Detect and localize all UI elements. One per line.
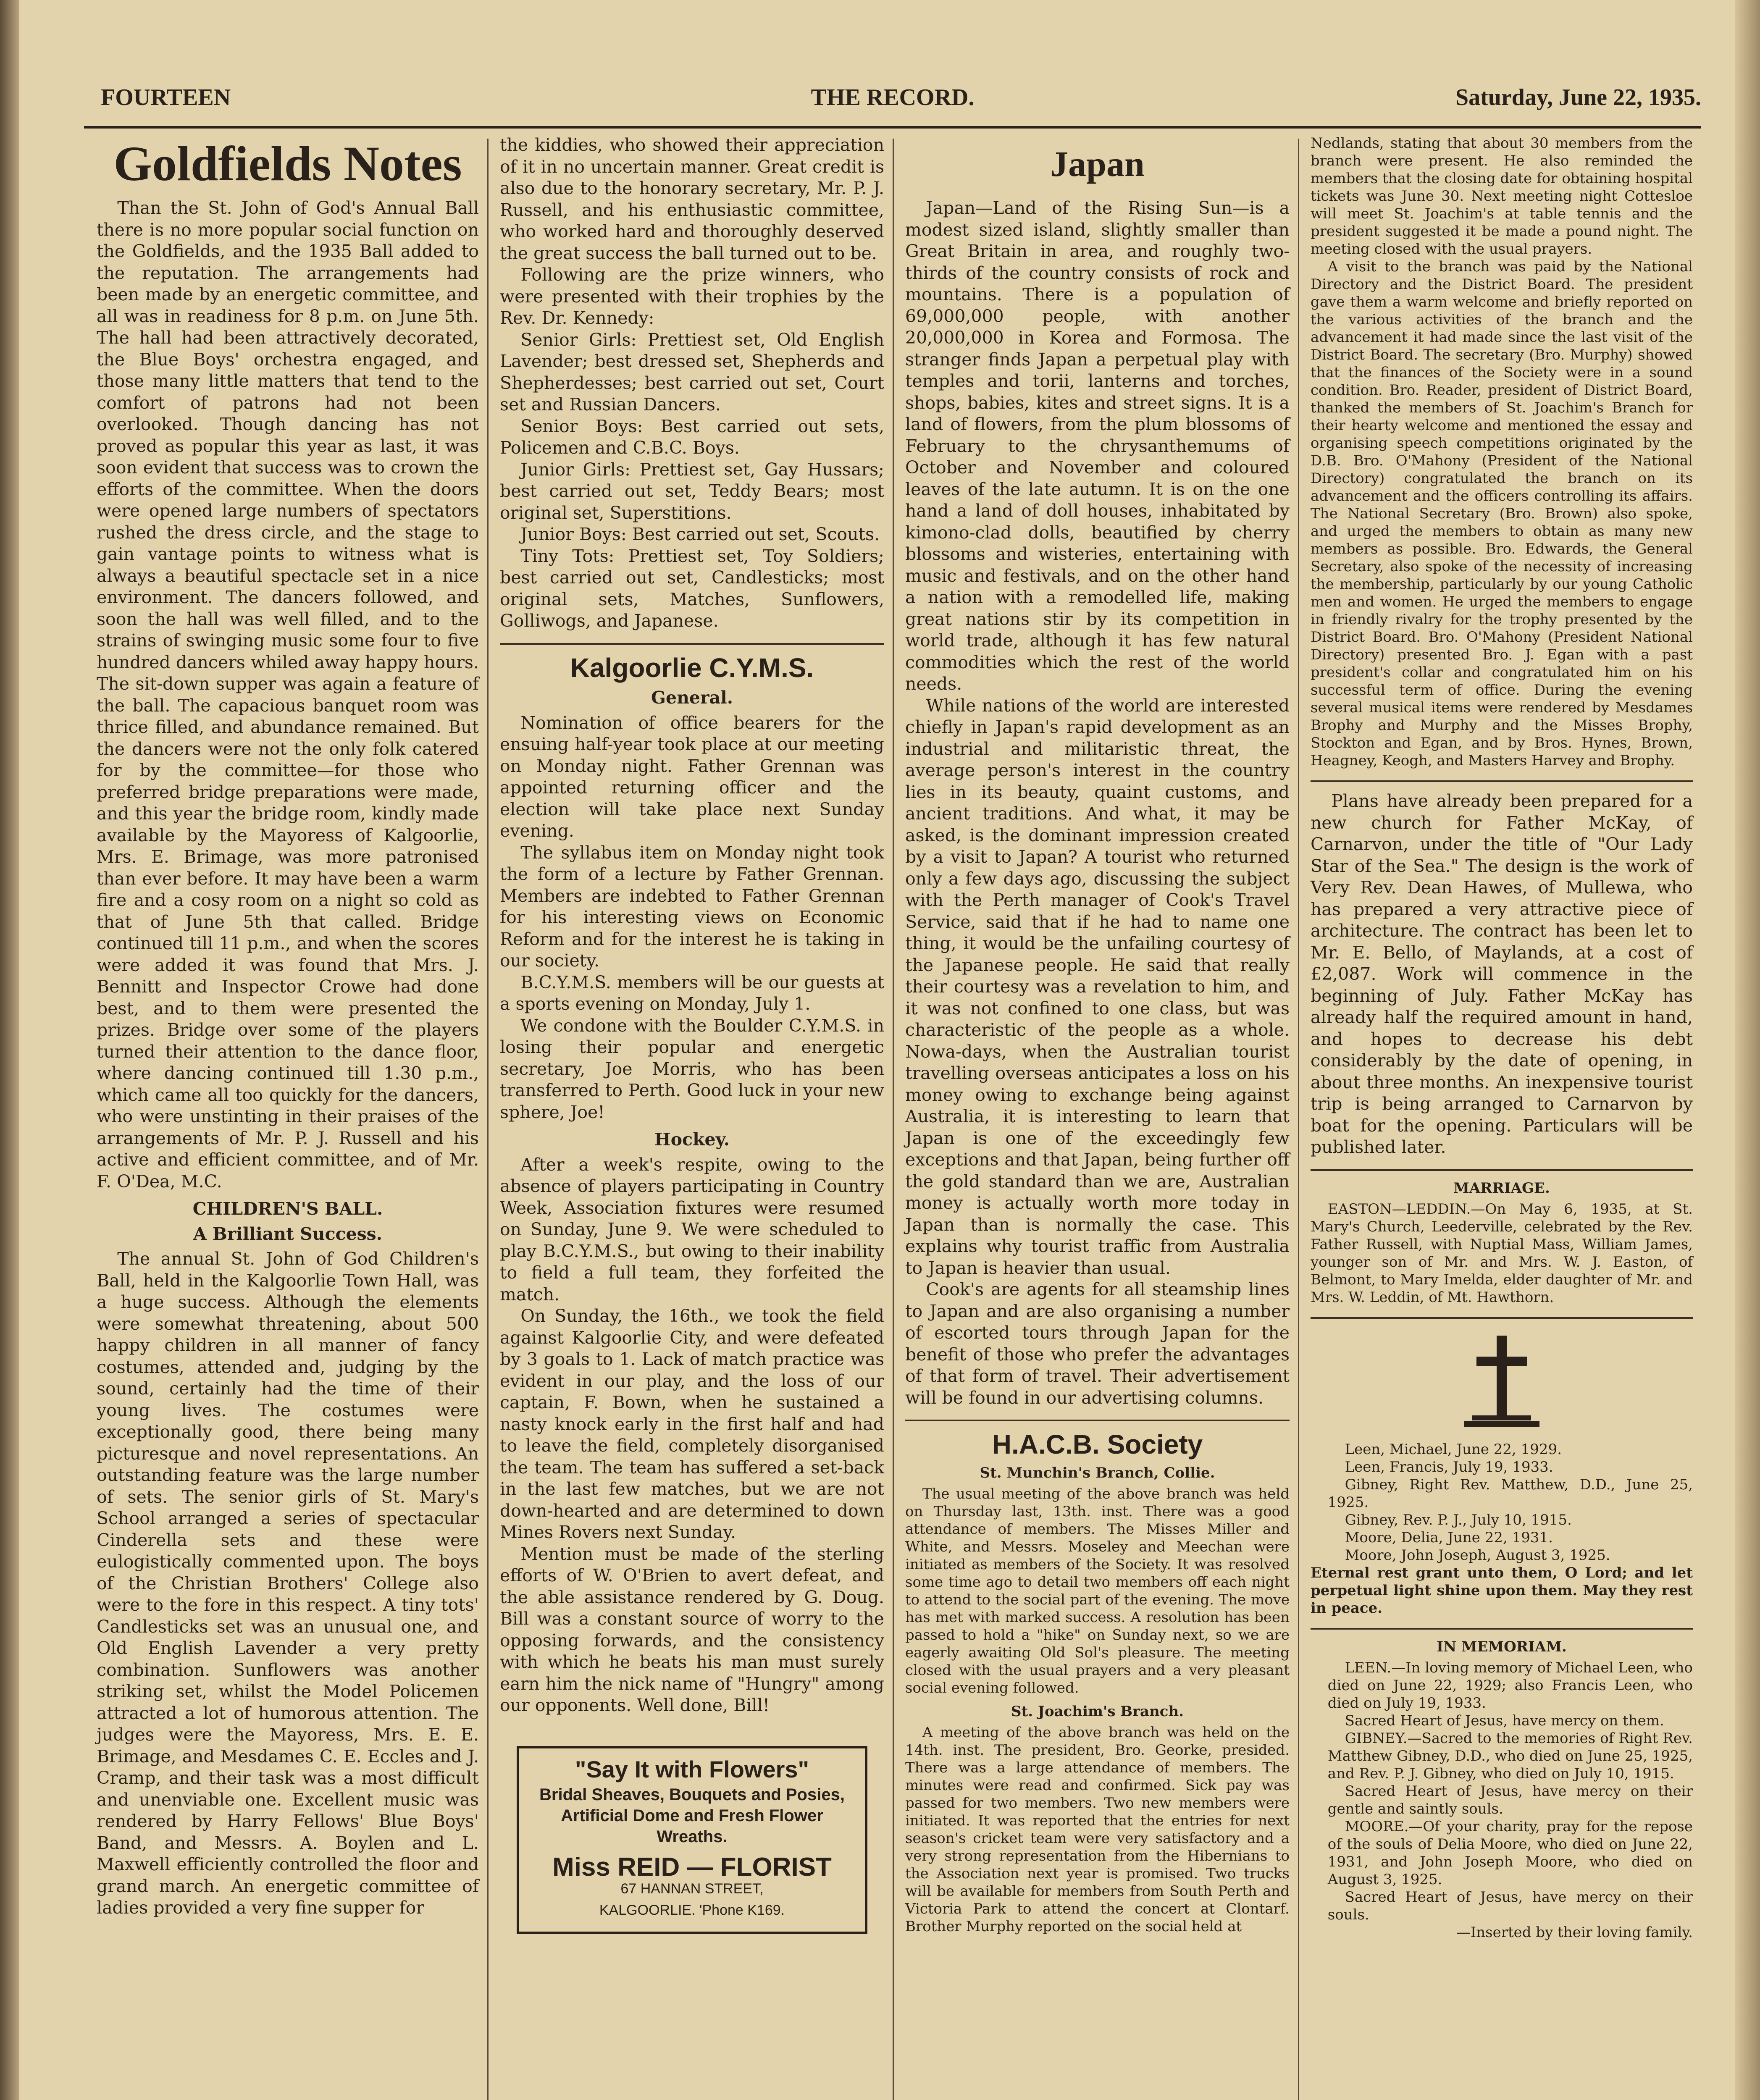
article-paragraph: the kiddies, who showed their appreciation of it in no uncertain manner. Great credit is also due to the honorary secretary, Mr. P. J. Russell, and his enthusiastic committee, who worked hard and thoroughly deserved the great success the ball turned out to be. — [500, 135, 884, 263]
memoriam-heading: IN MEMORIAM. — [1437, 1638, 1567, 1655]
masthead-rule — [84, 126, 1701, 129]
marriage-heading: MARRIAGE. — [1453, 1179, 1550, 1197]
cross-icon — [1460, 1331, 1544, 1432]
memoriam-entry: GIBNEY.—Sacred to the memories of Right Rev. Matthew Gibney, D.D., who died on June 25, 1925, and Rev. P. J. Gibney, who died on July 10, 1915. — [1327, 1730, 1693, 1782]
article-paragraph: While nations of the world are interested chiefly in Japan's rapid development as an industrial and militaristic threat, the average person's interest in the country lies in its beauty, quaint customs, and ancient traditions. And what, it may be asked, is the dominant impression created by a visit to Japan? A tourist who returned only a few days ago, discussing the subject with the Perth manager of Cook's Travel Service, said that if he had to name one thing, it would be the unfailing courtesy of the Japanese people. He said that really their courtesy was a revelation to him, and it was not confined to one class, but was characteristic of the people as a whole. Nowa-days, when the Australian tourist travelling overseas anticipates a loss on his money owing to exchange being against Australia, it is interesting to learn that Japan is one of the exceedingly few exceptions and that Japan, being further off the gold standard than we are, Australian money is actually worth more today in Japan than is normally the case. This explains why tourist traffic from Australia to Japan is heavier than usual. — [905, 695, 1290, 1278]
prize-item: Junior Girls: Prettiest set, Gay Hussars; best carried out set, Teddy Bears; most original set, Superstitions. — [500, 459, 884, 523]
article-paragraph: A visit to the branch was paid by the National Directory and the District Board. The president gave them a warm welcome and briefly reported on the various activities of the branch and the advancement it had made since the last visit of the District Board. The secretary (Bro. Murphy) showed that the finances of the Society were in a sound condition. Bro. Reader, president of District Board, thanked the members of St. Joachim's Branch for their hearty welcome and mentioned the essay and organising speech competitions originated by the D.B. Bro. O'Mahony (President of the National Directory) congratulated the branch on its advancement and the officers controlling its affairs. The National Secretary (Bro. Brown) also spoke, and urged the members to obtain as many new members as possible. Bro. Edwards, the General Secretary, also spoke of the necessity of increasing the membership, particularly by our young Catholic men and women. He urged the members to engage in friendly rivalry for the trophy presented by the District Board. Bro. O'Mahony (President National Directory) presented Bro. J. Egan with a past president's collar and congratulated him on his successful term of office. During the evening several musical items were rendered by Mesdames Brophy and Murphy and the Misses Brophy, Stockton and Egan, and by Bros. Hynes, Brown, Heagney, Keogh, and Masters Harvey and Brophy. — [1311, 258, 1693, 769]
death-entry: Moore, John Joseph, August 3, 1925. — [1345, 1546, 1610, 1564]
issue-date: Saturday, June 22, 1935. — [1455, 84, 1701, 110]
article-paragraph: On Sunday, the 16th., we took the field against Kalgoorlie City, and were defeated by 3 goals to 1. Lack of match practice was evident in our play, and the loss of our captain, F. Bown, when he sustained a nasty knock early in the first half and had to leave the field, completely disorganised the team. The team has suffered a set-back in the last few matches, but we are not down-hearted and are determined to down Mines Rovers next Sunday. — [500, 1306, 884, 1542]
page-number: FOURTEEN — [101, 84, 231, 110]
advert-products: Bridal Sheaves, Bouquets and Posies, Artificial Dome and Fresh Flower Wreaths. — [539, 1785, 845, 1846]
death-entry: Gibney, Right Rev. Matthew, D.D., June 25, 1925. — [1327, 1476, 1693, 1511]
general-heading: General. — [651, 688, 733, 708]
article-paragraph: A meeting of the above branch was held on the 14th. inst. The president, Bro. Georke, presided. There was a large attendance of members. The minutes were read and confirmed. Sick pay was passed for two members. Two new members were initiated. It was reported that the entries for next season's cricket team were very satisfactory and a very strong representation from the Hibernians to the Association next year is promised. Two trucks will be available for members from South Perth and Victoria Park to attend the concert at Clontarf. Brother Murphy reported on the social held at — [905, 1724, 1290, 1935]
prize-item: Tiny Tots: Prettiest set, Toy Soldiers; best carried out set, Candlesticks; most original sets, Matches, Sunflowers, Golliwogs, and Japanese. — [500, 546, 884, 631]
cyms-title: Kalgoorlie C.Y.M.S. — [570, 652, 814, 683]
column-4 — [1311, 134, 1693, 1941]
masthead — [84, 76, 1701, 122]
marriage-notice: EASTON—LEDDIN.—On May 6, 1935, at St. Mary's Church, Leederville, celebrated by the Rev. Father Russell, with Nuptial Mass, William James, younger son of Mr. and Mrs. W. J. Easton, of Belmont, to Mary Imelda, elder daughter of Mr. and Mrs. W. Leddin, of Mt. Hawthorn. — [1311, 1200, 1693, 1306]
column-rule — [487, 139, 489, 2100]
death-entry: Leen, Michael, June 22, 1929. — [1345, 1441, 1562, 1458]
memoriam-entry: —Inserted by their loving family. — [1456, 1924, 1693, 1941]
article-paragraph: The syllabus item on Monday night took the form of a lecture by Father Grennan. Members are indebted to Father Grennan for his interesting views on Economic Reform and for the interest he is taking in our society. — [500, 842, 884, 971]
joachim-heading: St. Joachim's Branch. — [1011, 1703, 1184, 1720]
article-paragraph: Cook's are agents for all steamship lines to Japan and are also organising a number of escorted tours through Japan for the benefit of those who prefer the advantages of that form of travel. Their advertisement will be found in our advertising columns. — [905, 1279, 1290, 1408]
article-paragraph: B.C.Y.M.S. members will be our guests at a sports evening on Monday, July 1. — [500, 972, 884, 1014]
article-paragraph: The annual St. John of God Children's Ball, held in the Kalgoorlie Town Hall, was a huge success. Although the elements were somewhat threatening, about 500 happy children in all manner of fancy costumes, attended and, judging by the sound, certainly had the time of their young lives. The costumes were exceptionally good, there being many picturesque and novel representations. An outstanding feature was the large number of sets. The senior girls of St. Mary's School arranged a series of spectacular Cinderella sets and these were eulogistically commented upon. The boys of the Christian Brothers' College also were to the fore in this respect. A tiny tots' Candlesticks set was an unusual one, and Old English Lavender a very pretty combination. Sunflowers was another striking set, whilst the Model Policemen attracted a lot of humorous attention. The judges were the Mayoress, Mrs. E. E. Brimage, and Mesdames C. E. Eccles and J. Cramp, and their task was a most difficult and unenviable one. Excellent music was rendered by Harry Fellows' Blue Boys' Band, and Messrs. A. Boylen and L. Maxwell efficiently controlled the floor and grand march. An energetic committee of ladies provided a very fine supper for — [97, 1249, 479, 1918]
section-separator — [1311, 1317, 1693, 1319]
death-entry: Gibney, Rev. P. J., July 10, 1915. — [1345, 1511, 1572, 1528]
paper-title: THE RECORD. — [811, 84, 975, 110]
column-rule — [1298, 139, 1299, 2100]
goldfields-notes-title: Goldfields Notes — [113, 136, 462, 191]
advert-slogan: "Say It with Flowers" — [575, 1756, 809, 1782]
florist-advertisement — [517, 1746, 867, 1934]
article-paragraph: After a week's respite, owing to the absence of players participating in Country Week, Association fixtures were resumed on Sunday, June 9. We were scheduled to play B.C.Y.M.S., but owing to their inability to field a full team, they forfeited the match. — [500, 1154, 884, 1305]
death-entry: Leen, Francis, July 19, 1933. — [1345, 1458, 1553, 1475]
eternal-rest-prayer: Eternal rest grant unto them, O Lord; and let perpetual light shine upon them. May they rest in peace. — [1311, 1564, 1693, 1617]
church-notice: Plans have already been prepared for a new church for Father McKay, of Carnarvon, under the title of "Our Lady Star of the Sea." The design is the work of Very Rev. Dean Hawes, of Mullewa, who has prepared a very attractive piece of architecture. The contract has been let to Mr. E. Bello, of Maylands, at a cost of £2,087. Work will commence in the beginning of July. Father McKay has already half the required amount in hand, and hopes to decrease his debt considerably by the date of opening, in about three months. An inexpensive tourist trip is being arranged to Carnarvon by boat for the opening. Particulars will be published later. — [1311, 791, 1693, 1157]
japan-title: Japan — [1050, 144, 1145, 184]
article-paragraph: Than the St. John of God's Annual Ball there is no more popular social function on the Goldfields, and the 1935 Ball added to the reputation. The arrangements had been made by an energetic committee, and all was in readiness for 8 p.m. on June 5th. The hall had been attractively decorated, the Blue Boys' orchestra engaged, and those many little matters that tend to the comfort of patrons had not been overlooked. Though dancing has not proved as popular this year as last, it was soon evident that success was to crown the efforts of the committee. When the doors were opened large numbers of spectators rushed the dress circle, and the stage to gain vantage points to witness what is always a beautiful spectacle set in a nice environment. The dancers followed, and soon the hall was well filled, and to the strains of swinging music some four to five hundred dancers whiled away happy hours. The sit-down supper was again a feature of the ball. The capacious banquet room was thrice filled, and abundance remained. But the dancers were not the only folk catered for by the committee—for those who preferred bridge preparations were made, and this year the bridge room, kindly made available by the Mayoress of Kalgoorlie, Mrs. E. Brimage, was more patronised than ever before. It may have been a warm fire and a cosy room on a night so cold as that of June 5th that called. Bridge continued till 11 p.m., and when the scores were added it was found that Mrs. J. Bennitt and Inspector Crowe had done best, and to them were presented the prizes. Bridge over some of the players turned their attention to the dance floor, where dancing continued till 1.30 p.m., which came all too quickly for the dancers, who were unstinting in their praises of the arrangements of Mr. P. J. Russell and his active and efficient committee, and of Mr. F. O'Dea, M.C. — [97, 198, 479, 1192]
article-paragraph: We condone with the Boulder C.Y.M.S. in losing their popular and energetic secretary, Joe Morris, who has been transferred to Perth. Good luck in your new sphere, Joe! — [500, 1015, 884, 1122]
section-separator — [500, 643, 884, 645]
section-separator — [1311, 780, 1693, 782]
childrens-ball-heading: CHILDREN'S BALL. — [192, 1199, 383, 1219]
hockey-heading: Hockey. — [654, 1129, 730, 1150]
death-entry: Moore, Delia, June 22, 1931. — [1345, 1529, 1553, 1546]
section-separator — [1311, 1169, 1693, 1171]
newspaper-page — [84, 76, 1701, 2100]
article-paragraph: Nomination of office bearers for the ensuing half-year took place at our meeting on Monday night. Father Grennan was appointed returning officer and the election will take place next Sunday evening. — [500, 712, 884, 841]
memoriam-entry: Sacred Heart of Jesus, have mercy on their gentle and saintly souls. — [1327, 1782, 1693, 1817]
article-paragraph: The usual meeting of the above branch was held on Thursday last, 13th. inst. There was a good attendance of members. The Misses Miller and White, and Messrs. Moseley and Meechan were initiated as members of the Society. It was resolved some time ago to detail two members off each night to attend to the social part of the evening. The move has met with marked success. A resolution has been passed to hold a "hike" on Sunday next, so we are eagerly awaiting Old Sol's pleasure. The meeting closed with the usual prayers and a very pleasant social evening followed. — [905, 1485, 1290, 1696]
section-separator — [1311, 1628, 1693, 1630]
prize-item: Senior Boys: Best carried out sets, Policemen and C.B.C. Boys. — [500, 416, 884, 458]
column-1 — [97, 134, 479, 1919]
article-paragraph: Mention must be made of the sterling efforts of W. O'Brien to avert defeat, and the able assistance rendered by G. Doug. Bill was a constant source of worry to the opposing forwards, and the consistency with which he beats his man must surely earn him the nick name of "Hungry" among our opponents. Well done, Bill! — [500, 1544, 884, 1715]
memoriam-entry: Sacred Heart of Jesus, have mercy on their souls. — [1327, 1888, 1693, 1923]
article-paragraph: Following are the prize winners, who were presented with their trophies by the Rev. Dr. Kennedy: — [500, 265, 884, 328]
memoriam-entry: MOORE.—Of your charity, pray for the repose of the souls of Delia Moore, who died on June 22, 1931, and John Joseph Moore, who died on August 3, 1925. — [1327, 1818, 1693, 1888]
memoriam-entry: Sacred Heart of Jesus, have mercy on them. — [1345, 1712, 1664, 1729]
advert-town-phone: KALGOORLIE. 'Phone K169. — [599, 1902, 785, 1918]
prize-item: Junior Boys: Best carried out set, Scouts. — [520, 524, 880, 544]
memoriam-entry: LEEN.—In loving memory of Michael Leen, who died on June 22, 1929; also Francis Leen, who died on July 19, 1933. — [1327, 1659, 1693, 1712]
prize-item: Senior Girls: Prettiest set, Old English Lavender; best dressed set, Shepherds and Shepherdesses; best carried out set, Court set and Russian Dancers. — [500, 329, 884, 415]
page-binding-shadow — [0, 0, 19, 2100]
munchin-heading: St. Munchin's Branch, Collie. — [980, 1464, 1215, 1481]
article-paragraph: Nedlands, stating that about 30 members from the branch were present. He also reminded the members that the closing date for obtaining hospital tickets was June 30. Next meeting night Cottesloe will meet St. Joachim's at table tennis and the president suggested it be made a pound night. The meeting closed with the usual prayers. — [1311, 135, 1693, 257]
advert-business-name: Miss REID — FLORIST — [552, 1853, 832, 1882]
column-2 — [500, 134, 884, 1934]
advert-street: 67 HANNAN STREET, — [620, 1880, 764, 1897]
page-edge-shadow — [1735, 0, 1760, 2100]
column-3 — [905, 134, 1290, 1935]
column-rule — [893, 139, 894, 2100]
hacb-title: H.A.C.B. Society — [992, 1429, 1203, 1460]
article-paragraph: Japan—Land of the Rising Sun—is a modest sized island, slightly smaller than Great Britain in area, and roughly two-thirds of the country consists of rock and mountains. There is a population of 69,000,000 people, with another 20,000,000 in Korea and Formosa. The stranger finds Japan a perpetual play with temples and torii, lanterns and torches, shops, babies, kites and street signs. It is a land of flowers, from the plum blossoms of February to the chrysanthemums of October and November and coloured leaves of the late autumn. It is on the one hand a land of doll houses, inhabitated by kimono-clad dolls, beautified by cherry blossoms and wisteries, entertaining with music and festivals, and on the other hand a nation with a remodelled life, making great nations stir by its competition in world trade, although it has few natural commodities which the rest of the world needs. — [905, 198, 1290, 694]
section-separator — [905, 1420, 1290, 1421]
childrens-ball-subheading: A Brilliant Success. — [193, 1223, 383, 1244]
